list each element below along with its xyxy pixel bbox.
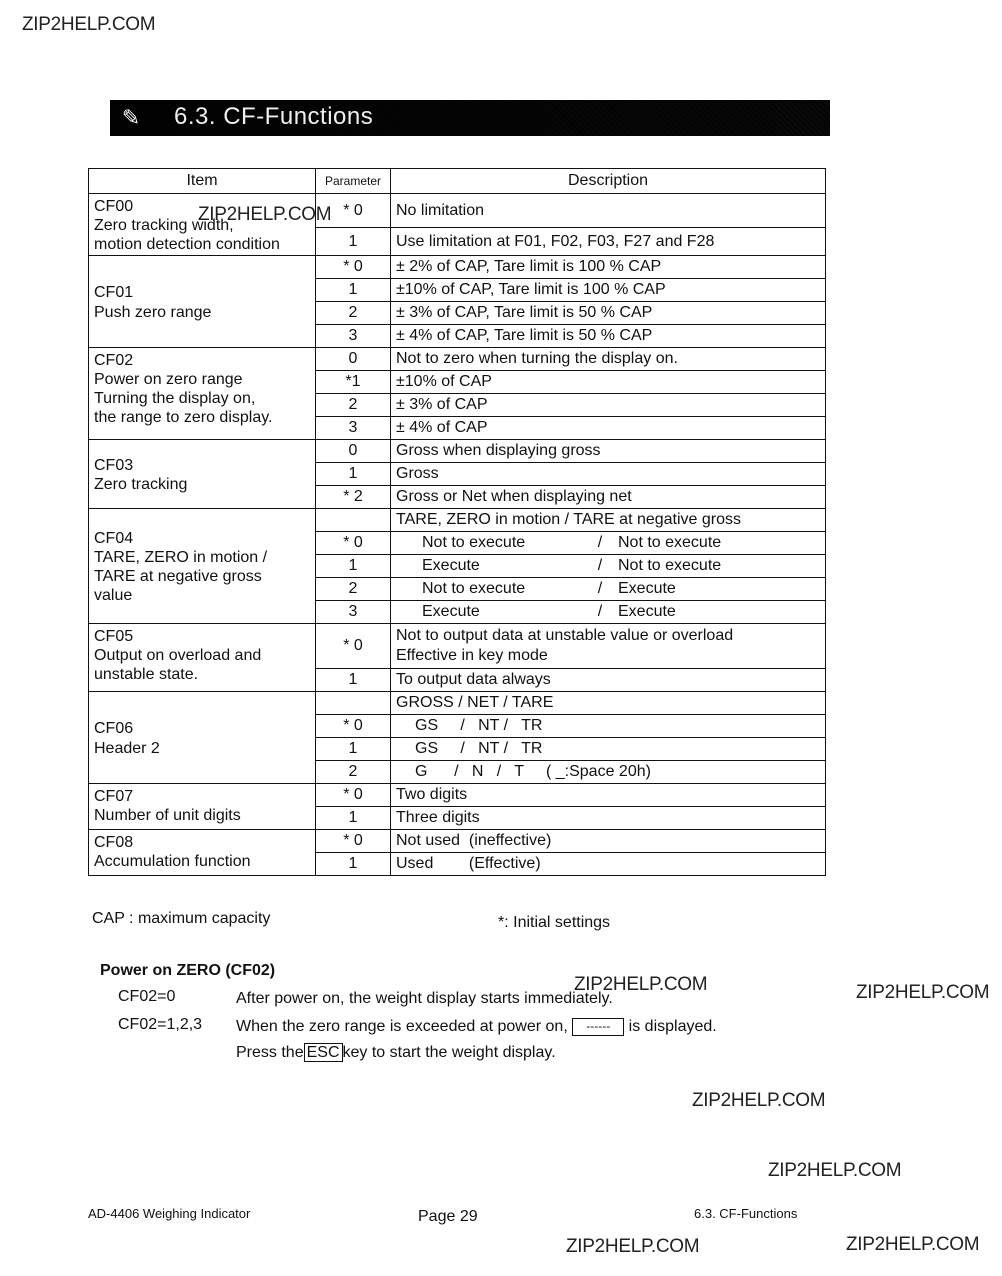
table-row (89, 439, 826, 462)
cf-functions-table (88, 168, 826, 876)
param-cell: 1 (316, 852, 391, 875)
param-cell: 3 (316, 600, 391, 623)
param-cell (316, 508, 391, 531)
param-cell: 2 (316, 760, 391, 783)
desc-cell: No limitation (391, 194, 826, 228)
table-row (89, 691, 826, 714)
table-row (89, 623, 826, 668)
cf02-123-label: CF02=1,2,3 (118, 1016, 203, 1033)
column-header-item: Item (89, 169, 316, 194)
item-cell-cf04: CF04 TARE, ZERO in motion / TARE at negative gross value (89, 508, 316, 623)
desc-cell: ± 3% of CAP, Tare limit is 50 % CAP (391, 301, 826, 324)
param-cell: * 2 (316, 485, 391, 508)
power-on-zero-title: Power on ZERO (CF02) (100, 962, 276, 979)
desc-cell: Used (Effective) (391, 852, 826, 875)
desc-subheader: GROSS / NET / TARE (391, 691, 826, 714)
desc-cell: Execute / Not to execute (391, 554, 826, 577)
desc-cell: ± 4% of CAP (391, 416, 826, 439)
cf02-123-text: When the zero range is exceeded at power on, ------ is displayed. (236, 1018, 717, 1036)
param-cell (316, 691, 391, 714)
item-cell-cf07: CF07 Number of unit digits (89, 783, 316, 829)
watermark-text: ZIP2HELP.COM (856, 982, 990, 1003)
param-cell: 2 (316, 393, 391, 416)
item-cell-cf02: CF02 Power on zero range Turning the display on, the range to zero display. (89, 347, 316, 439)
param-cell: 1 (316, 554, 391, 577)
column-header-description: Description (391, 169, 826, 194)
watermark-text: ZIP2HELP.COM (692, 1090, 826, 1111)
param-cell: 1 (316, 737, 391, 760)
param-cell: * 0 (316, 783, 391, 806)
desc-cell: ± 2% of CAP, Tare limit is 100 % CAP (391, 255, 826, 278)
param-cell: * 0 (316, 714, 391, 737)
param-cell: 3 (316, 416, 391, 439)
desc-cell: Not to output data at unstable value or overload Effective in key mode (391, 623, 826, 668)
param-cell: * 0 (316, 623, 391, 668)
desc-cell: Gross or Net when displaying net (391, 485, 826, 508)
param-cell: *1 (316, 370, 391, 393)
desc-cell: Gross (391, 462, 826, 485)
desc-cell: Three digits (391, 806, 826, 829)
item-cell-cf03: CF03 Zero tracking (89, 439, 316, 508)
section-banner (110, 100, 830, 136)
watermark-text: ZIP2HELP.COM (846, 1234, 980, 1255)
footer-right: 6.3. CF-Functions (694, 1206, 798, 1221)
param-cell: 1 (316, 227, 391, 255)
param-cell: * 0 (316, 531, 391, 554)
desc-cell: Not to zero when turning the display on. (391, 347, 826, 370)
table-row (89, 255, 826, 278)
column-header-parameter: Parameter (316, 169, 391, 194)
watermark-text: ZIP2HELP.COM (768, 1160, 902, 1181)
desc-cell: ± 4% of CAP, Tare limit is 50 % CAP (391, 324, 826, 347)
desc-cell: Two digits (391, 783, 826, 806)
item-cell-cf01: CF01 Push zero range (89, 255, 316, 347)
cap-note: CAP : maximum capacity (92, 910, 271, 927)
param-cell: * 0 (316, 194, 391, 228)
cf02-0-text: After power on, the weight display starts immediately. (236, 990, 613, 1007)
cf02-0-label: CF02=0 (118, 988, 176, 1005)
table-row (89, 829, 826, 852)
desc-cell: Not used (ineffective) (391, 829, 826, 852)
param-cell: * 0 (316, 255, 391, 278)
table-row (89, 508, 826, 531)
item-cell-cf00: CF00 Zero tracking width, motion detection condition (89, 194, 316, 256)
param-cell: 0 (316, 439, 391, 462)
section-title: 6.3. CF-Functions (174, 103, 374, 130)
watermark-text: ZIP2HELP.COM (566, 1236, 700, 1257)
desc-cell: GS / NT / TR (391, 737, 826, 760)
desc-cell: Not to execute / Execute (391, 577, 826, 600)
table-row (89, 347, 826, 370)
item-cell-cf05: CF05 Output on overload and unstable state. (89, 623, 316, 691)
desc-cell: Use limitation at F01, F02, F03, F27 and F28 (391, 227, 826, 255)
param-cell: 1 (316, 806, 391, 829)
pen-icon: ✎ (121, 105, 141, 130)
watermark-text: ZIP2HELP.COM (574, 974, 708, 995)
desc-cell: ±10% of CAP (391, 370, 826, 393)
param-cell: 2 (316, 301, 391, 324)
desc-cell: ± 3% of CAP (391, 393, 826, 416)
table-header-row (89, 169, 826, 194)
desc-cell: ±10% of CAP, Tare limit is 100 % CAP (391, 278, 826, 301)
desc-cell: Not to execute / Not to execute (391, 531, 826, 554)
desc-cell: To output data always (391, 668, 826, 691)
esc-instruction: Press the ESC key to start the weight display. (236, 1044, 556, 1061)
param-cell: * 0 (316, 829, 391, 852)
table-row (89, 194, 826, 228)
param-cell: 1 (316, 278, 391, 301)
desc-cell: Execute / Execute (391, 600, 826, 623)
footer-left: AD-4406 Weighing Indicator (88, 1206, 251, 1221)
desc-subheader: TARE, ZERO in motion / TARE at negative gross (391, 508, 826, 531)
desc-cell: GS / NT / TR (391, 714, 826, 737)
desc-cell: G / N / T ( _:Space 20h) (391, 760, 826, 783)
param-cell: 0 (316, 347, 391, 370)
watermark-text: ZIP2HELP.COM (22, 14, 156, 35)
footer-page-number: Page 29 (418, 1208, 478, 1225)
item-cell-cf08: CF08 Accumulation function (89, 829, 316, 875)
param-cell: 3 (316, 324, 391, 347)
initial-settings-note: *: Initial settings (498, 914, 611, 931)
esc-key-label: ESC (304, 1043, 343, 1062)
item-cell-cf06: CF06 Header 2 (89, 691, 316, 783)
table-row (89, 783, 826, 806)
watermark-text: ZIP2HELP.COM (198, 204, 332, 225)
desc-cell: Gross when displaying gross (391, 439, 826, 462)
param-cell: 2 (316, 577, 391, 600)
display-dashes-box: ------ (572, 1018, 624, 1036)
param-cell: 1 (316, 668, 391, 691)
param-cell: 1 (316, 462, 391, 485)
